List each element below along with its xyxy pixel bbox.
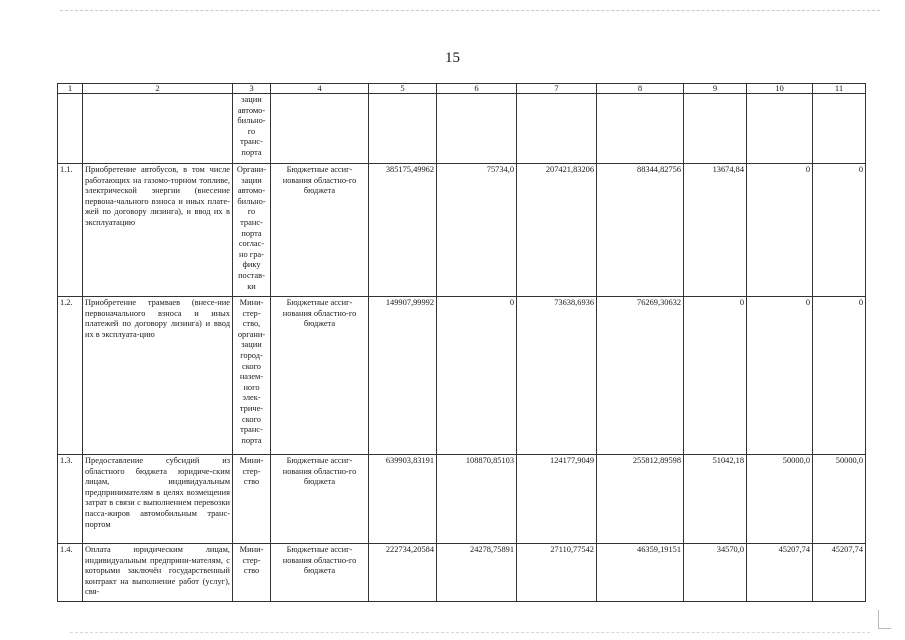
value-col-11: 45207,74 (813, 544, 866, 602)
value-col-7: 124177,9049 (517, 455, 597, 544)
responsible-executor: Мини- стер- ство (233, 544, 271, 602)
row-number: 1.4. (58, 544, 83, 602)
scan-artifact-top (60, 10, 880, 12)
value-col-5: 385175,49962 (369, 164, 437, 297)
value-col-5: 149907,99992 (369, 297, 437, 455)
column-header: 4 (271, 84, 369, 94)
value-col-5 (369, 94, 437, 164)
table-row (58, 297, 866, 455)
table-row (58, 455, 866, 544)
value-col-11: 0 (813, 297, 866, 455)
value-col-6: 0 (437, 297, 517, 455)
budget-table (57, 83, 866, 602)
value-col-7: 27110,77542 (517, 544, 597, 602)
row-number: 1.2. (58, 297, 83, 455)
responsible-executor: Органи- зации автомо- бильно- го транс- порта соглас- но гра- фику постав- ки (233, 164, 271, 297)
value-col-6: 24278,75891 (437, 544, 517, 602)
value-col-9 (684, 94, 747, 164)
table-row (58, 164, 866, 297)
column-header: 9 (684, 84, 747, 94)
column-header: 10 (747, 84, 813, 94)
funding-source: Бюджетные ассиг-нования областно-го бюджета (271, 455, 369, 544)
value-col-8: 255812,89598 (597, 455, 684, 544)
value-col-8: 88344,82756 (597, 164, 684, 297)
value-col-10 (747, 94, 813, 164)
value-col-5: 639903,83191 (369, 455, 437, 544)
funding-source: Бюджетные ассиг-нования областно-го бюджета (271, 164, 369, 297)
row-number: 1.1. (58, 164, 83, 297)
value-col-10: 45207,74 (747, 544, 813, 602)
column-header: 7 (517, 84, 597, 94)
value-col-8 (597, 94, 684, 164)
value-col-11 (813, 94, 866, 164)
funding-source: Бюджетные ассиг-нования областно-го бюджета (271, 297, 369, 455)
column-header: 3 (233, 84, 271, 94)
row-number (58, 94, 83, 164)
scan-artifact-corner (878, 610, 891, 629)
value-col-5: 222734,20584 (369, 544, 437, 602)
responsible-executor: Мини- стер- ство, органи- зации город- ского назем- ного элек- триче- ского транс- порта (233, 297, 271, 455)
responsible-executor: зации автомо- бильно- го транс- порта (233, 94, 271, 164)
funding-source (271, 94, 369, 164)
value-col-9: 0 (684, 297, 747, 455)
value-col-6: 75734,0 (437, 164, 517, 297)
row-number: 1.3. (58, 455, 83, 544)
value-col-11: 50000,0 (813, 455, 866, 544)
column-header: 11 (813, 84, 866, 94)
value-col-11: 0 (813, 164, 866, 297)
value-col-8: 46359,19151 (597, 544, 684, 602)
page-number: 15 (445, 50, 460, 66)
value-col-7: 73638,6936 (517, 297, 597, 455)
measure-description: Оплата юридическим лицам, индивидуальным предприни-мателям, с которыми заключён государственный контракт на выполнение работ (услуг), свя- (83, 544, 233, 602)
measure-description (83, 94, 233, 164)
value-col-10: 50000,0 (747, 455, 813, 544)
value-col-9: 51042,18 (684, 455, 747, 544)
column-header: 2 (83, 84, 233, 94)
value-col-6: 108870,85103 (437, 455, 517, 544)
value-col-10: 0 (747, 164, 813, 297)
column-header: 8 (597, 84, 684, 94)
table-row (58, 94, 866, 164)
table-row (58, 544, 866, 602)
value-col-9: 34570,0 (684, 544, 747, 602)
column-number-row (58, 84, 866, 94)
value-col-10: 0 (747, 297, 813, 455)
column-header: 5 (369, 84, 437, 94)
value-col-8: 76269,30632 (597, 297, 684, 455)
value-col-7 (517, 94, 597, 164)
value-col-7: 207421,83206 (517, 164, 597, 297)
measure-description: Приобретение автобусов, в том числе работающих на газомо-торном топливе, электрической энергии (внесение первона-чального взноса и иных плате-жей по договору лизинга), и ввод их в эксплуатацию (83, 164, 233, 297)
funding-source: Бюджетные ассиг-нования областно-го бюджета (271, 544, 369, 602)
column-header: 6 (437, 84, 517, 94)
measure-description: Предоставление субсидий из областного бюджета юридиче-ским лицам, индивидуальным предпринимателям в целях возмещения затрат в связи с выполнением перевозки пасса-жиров автомобильным транс-портом (83, 455, 233, 544)
value-col-6 (437, 94, 517, 164)
value-col-9: 13674,84 (684, 164, 747, 297)
measure-description: Приобретение трамваев (внесе-ние первоначального взноса и иных платежей по договору лизинга) и ввод их в эксплуата-цию (83, 297, 233, 455)
column-header: 1 (58, 84, 83, 94)
scan-artifact-bottom (70, 632, 870, 634)
responsible-executor: Мини- стер- ство (233, 455, 271, 544)
